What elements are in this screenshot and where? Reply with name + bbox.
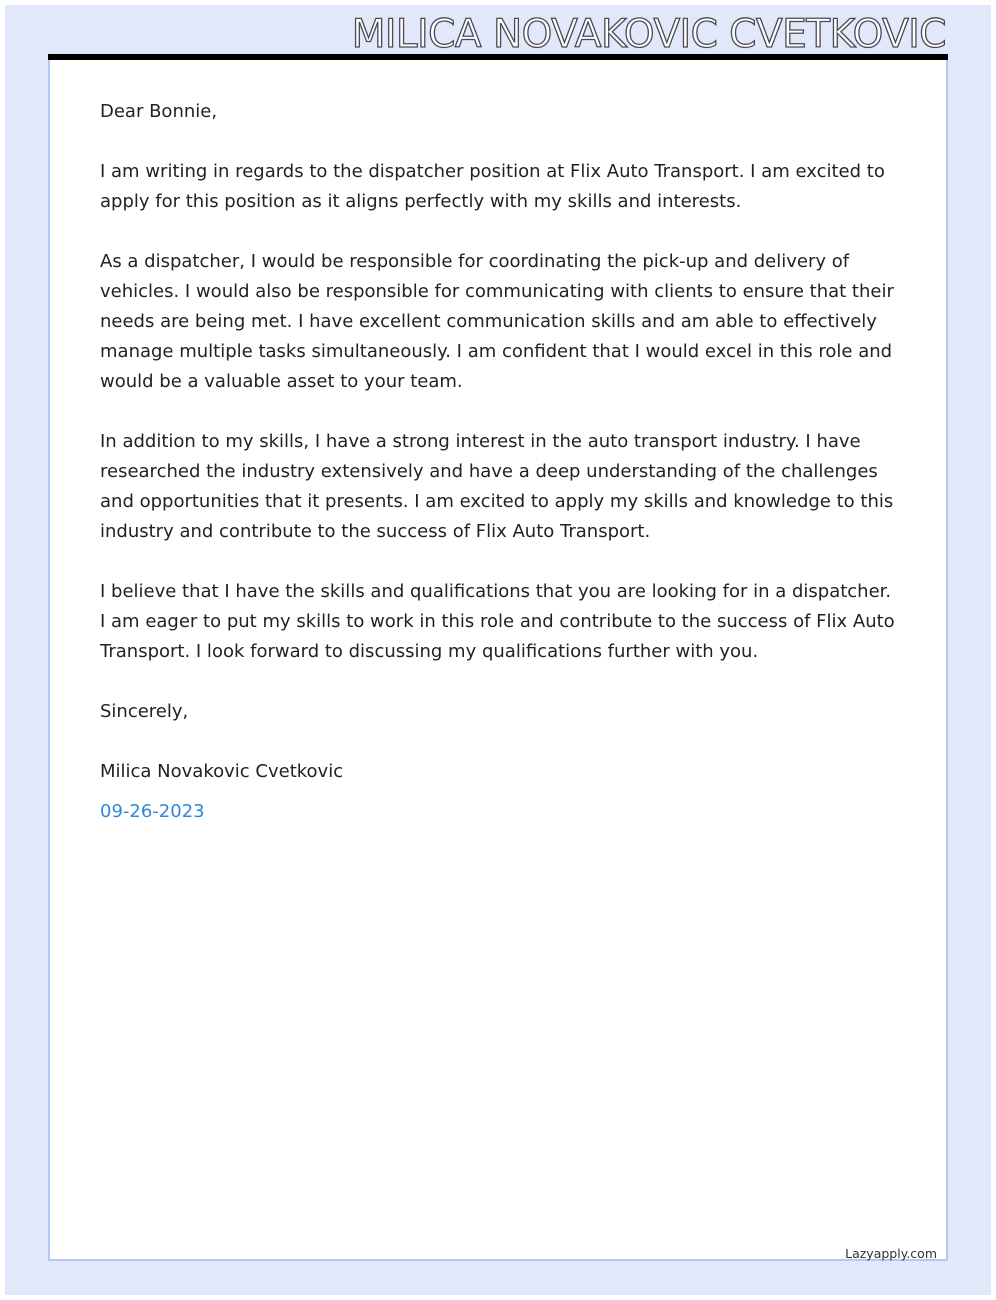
salutation: Dear Bonnie, — [100, 101, 218, 122]
letter-paragraph-4: I believe that I have the skills and qualifications that you are looking for in a dispatcher. I am eager to put my skills to work in this role and contribute to the success of Flix Auto Transport. I look forward to discussing my qualifications further with you. — [100, 581, 895, 662]
signer-name: Milica Novakovic Cvetkovic — [100, 761, 344, 782]
letter-paragraph-2: As a dispatcher, I would be responsible for coordinating the pick-up and delivery of vehicles. I would also be responsible for communicating with clients to ensure that their needs are being met. I have excellent communication skills and am able to effectively manage multiple tasks simultaneously. I am confident that I would excel in this role and would be a valuable asset to your team. — [100, 251, 894, 392]
footer-brand: Lazyapply.com — [845, 1246, 937, 1261]
closing: Sincerely, — [100, 701, 189, 722]
letter-paragraph-1: I am writing in regards to the dispatcher position at Flix Auto Transport. I am excited to apply for this position as it aligns perfectly with my skills and interests. — [100, 161, 885, 212]
letter-paragraph-3: In addition to my skills, I have a strong interest in the auto transport industry. I have researched the industry extensively and have a deep understanding of the challenges and opportunities that it presents. I am excited to apply my skills and knowledge to this industry and contribute to the success of Flix Auto Transport. — [100, 431, 894, 542]
cover-letter-body — [100, 97, 900, 827]
letter-date: 09-26-2023 — [100, 801, 205, 822]
applicant-name-header: MILICA NOVAKOVIC CVETKOVIC — [351, 12, 946, 57]
